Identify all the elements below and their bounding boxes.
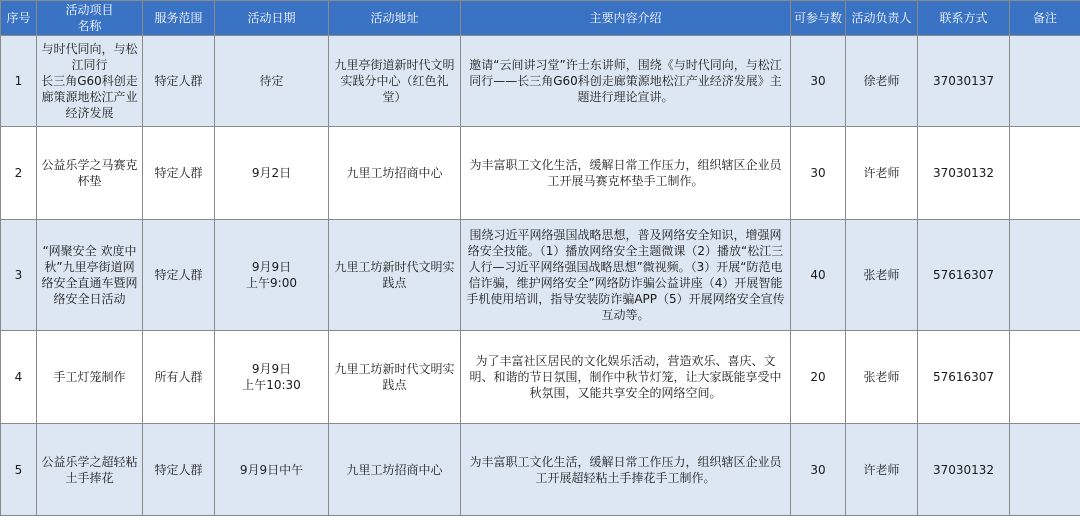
table-row xyxy=(1,220,1080,331)
header-row xyxy=(1,1,1080,36)
cell-capacity: 40 xyxy=(791,220,846,331)
cell-project-text: 公益乐学之马赛克杯垫 xyxy=(41,158,138,188)
cell-notes xyxy=(1010,331,1080,424)
cell-capacity: 20 xyxy=(791,331,846,424)
cell-contact: 57616307 xyxy=(918,220,1010,331)
cell-project xyxy=(37,36,143,127)
cell-content: 为丰富职工文化生活，缓解日常工作压力，组织辖区企业员工开展超轻粘土手捧花手工制作。 xyxy=(461,424,791,516)
table-row xyxy=(1,36,1080,127)
cell-content: 邀请“云间讲习堂”许士东讲师，围绕《与时代同向，与松江同行——长三角G60科创走廊策源地松江产业经济发展》主题进行理论宣讲。 xyxy=(461,36,791,127)
cell-leader: 许老师 xyxy=(846,127,918,220)
cell-date xyxy=(215,127,329,220)
cell-leader: 张老师 xyxy=(846,331,918,424)
cell-date xyxy=(215,220,329,331)
cell-notes xyxy=(1010,36,1080,127)
cell-notes xyxy=(1010,220,1080,331)
header-address: 活动地址 xyxy=(329,1,461,36)
cell-contact: 57616307 xyxy=(918,331,1010,424)
cell-contact: 37030132 xyxy=(918,127,1010,220)
cell-date-text: 待定 xyxy=(259,74,284,88)
cell-scope: 特定人群 xyxy=(143,36,215,127)
header-notes: 备注 xyxy=(1010,1,1080,36)
header-leader: 活动负责人 xyxy=(846,1,918,36)
cell-address: 九里工坊新时代文明实践点 xyxy=(329,331,461,424)
cell-date-text: 9月9日 上午10:30 xyxy=(242,362,301,392)
cell-index: 3 xyxy=(1,220,37,331)
cell-contact: 37030132 xyxy=(918,424,1010,516)
cell-project xyxy=(37,220,143,331)
header-contact: 联系方式 xyxy=(918,1,1010,36)
header-scope: 服务范围 xyxy=(143,1,215,36)
cell-date xyxy=(215,424,329,516)
header-index: 序号 xyxy=(1,1,37,36)
cell-notes xyxy=(1010,127,1080,220)
cell-capacity: 30 xyxy=(791,127,846,220)
cell-address: 九里工坊新时代文明实践点 xyxy=(329,220,461,331)
cell-notes xyxy=(1010,424,1080,516)
cell-scope: 特定人群 xyxy=(143,424,215,516)
cell-project-text: “网聚安全 欢度中秋”九里亭街道网络安全直通车暨网络安全日活动 xyxy=(41,244,138,306)
cell-date-text: 9月9日中午 xyxy=(239,462,304,477)
cell-index: 2 xyxy=(1,127,37,220)
cell-address: 九里亭街道新时代文明实践分中心（红色礼堂） xyxy=(329,36,461,127)
cell-content: 围绕习近平网络强国战略思想，普及网络安全知识，增强网络安全技能。（1）播放网络安全主题微课（2）播放“松江三人行—习近平网络强国战略思想”微视频。（3）开展“防范电信诈骗，维护网络安全”网络防诈骗公益讲座（4）开展智能手机使用培训，指导安装防诈骗APP（5）开展网络安全宣传互动等。 xyxy=(461,220,791,331)
cell-content: 为了丰富社区居民的文化娱乐活动，营造欢乐、喜庆、文明、和谐的节日氛围，制作中秋节灯笼，让大家既能享受中秋氛围，又能共享安全的网络空间。 xyxy=(461,331,791,424)
cell-leader: 徐老师 xyxy=(846,36,918,127)
cell-scope: 特定人群 xyxy=(143,127,215,220)
table-row xyxy=(1,424,1080,516)
cell-content: 为丰富职工文化生活，缓解日常工作压力，组织辖区企业员工开展马赛克杯垫手工制作。 xyxy=(461,127,791,220)
cell-capacity: 30 xyxy=(791,424,846,516)
header-date: 活动日期 xyxy=(215,1,329,36)
header-capacity: 可参与数 xyxy=(791,1,846,36)
cell-capacity: 30 xyxy=(791,36,846,127)
cell-project xyxy=(37,331,143,424)
cell-address: 九里工坊招商中心 xyxy=(329,424,461,516)
cell-leader: 张老师 xyxy=(846,220,918,331)
cell-project-text: 手工灯笼制作 xyxy=(53,370,126,384)
cell-contact: 37030137 xyxy=(918,36,1010,127)
cell-date xyxy=(215,36,329,127)
cell-index: 1 xyxy=(1,36,37,127)
cell-date-text: 9月2日 xyxy=(251,166,292,180)
header-project-label: 活动项目 名称 xyxy=(65,3,114,33)
cell-index: 4 xyxy=(1,331,37,424)
cell-address: 九里工坊招商中心 xyxy=(329,127,461,220)
cell-scope: 所有人群 xyxy=(143,331,215,424)
header-project xyxy=(37,1,143,36)
table-row xyxy=(1,127,1080,220)
cell-project xyxy=(37,424,143,516)
cell-date xyxy=(215,331,329,424)
cell-leader: 许老师 xyxy=(846,424,918,516)
cell-project xyxy=(37,127,143,220)
cell-project-text: 与时代同向，与松江同行 长三角G60科创走廊策源地松江产业经济发展 xyxy=(41,42,138,120)
header-content: 主要内容介绍 xyxy=(461,1,791,36)
cell-scope: 特定人群 xyxy=(143,220,215,331)
cell-index: 5 xyxy=(1,424,37,516)
cell-project-text: 公益乐学之超轻粘土手捧花 xyxy=(41,454,138,485)
cell-date-text: 9月9日 上午9:00 xyxy=(246,260,297,290)
table-row xyxy=(1,331,1080,424)
